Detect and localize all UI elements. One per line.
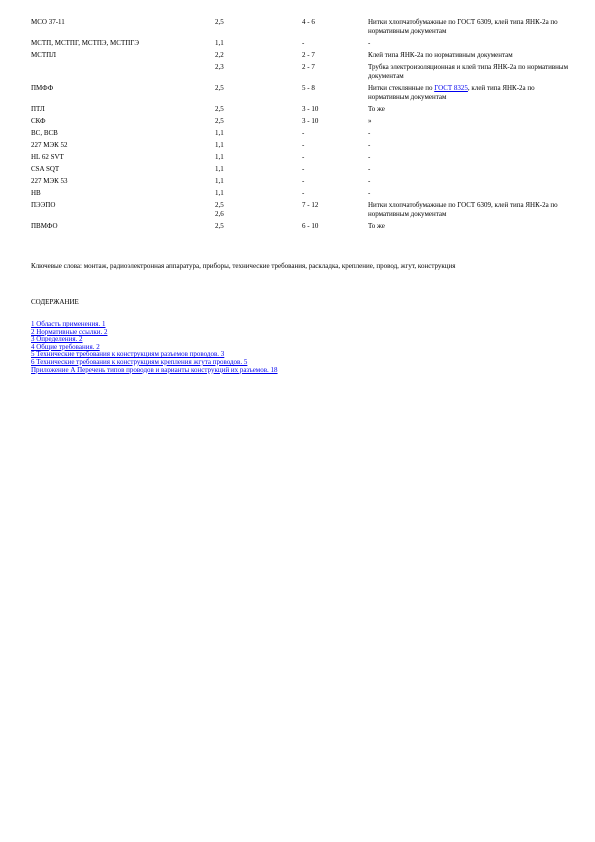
keywords-paragraph: Ключевые слова: монтаж, радиоэлектронная аппаратура, приборы, технические требования, раскладка, крепление, провод, жгут, конструкция	[31, 262, 456, 270]
fastening-material-cell	[368, 165, 571, 177]
wire-specification-table	[31, 18, 571, 234]
section-cell: 2,2	[215, 51, 224, 59]
fastening-material-cell	[368, 153, 571, 165]
fastening-material-cell	[368, 129, 571, 141]
range-cell: -	[302, 141, 305, 149]
fastening-material-cell	[368, 201, 571, 222]
section-cell: 1,1	[215, 39, 224, 47]
range-cell: 2 - 7	[302, 51, 315, 59]
note-text-continued: , клей типа ЯНК-2а по нормативным документам	[368, 84, 535, 101]
note-text: Нитки стеклянные по	[368, 84, 435, 92]
toc-title: СОДЕРЖАНИЕ	[31, 298, 79, 306]
range-cell: 7 - 12	[302, 201, 319, 209]
table-row	[31, 201, 571, 222]
wire-mark-cell: НВ	[31, 189, 41, 197]
fastening-material-cell	[368, 18, 571, 39]
table-row	[31, 129, 571, 141]
wire-mark-cell: 227 МЭК 52	[31, 141, 68, 149]
wire-mark-cell: МСТПЛ	[31, 51, 56, 59]
section-cell: 2,5	[215, 18, 224, 26]
note-text: -	[368, 165, 371, 173]
wire-mark-cell: СКФ	[31, 117, 46, 125]
fastening-material-cell	[368, 141, 571, 153]
note-text: -	[368, 141, 371, 149]
fastening-material-cell	[368, 177, 571, 189]
toc-link-wire-end-requirements[interactable]: 5 Технические требования к конструкциям разъемов проводов. 3	[31, 350, 225, 359]
wire-mark-cell: ПМФФ	[31, 84, 54, 92]
range-cell: -	[302, 165, 305, 173]
wire-mark-cell: CSA SQT	[31, 165, 60, 173]
section-cell: 2,5	[215, 222, 224, 230]
wire-mark-cell: 227 МЭК 53	[31, 177, 68, 185]
section-cell: 1,1	[215, 177, 224, 185]
note-text: Трубка электроизоляционная и клей типа ЯНК-2а по нормативным документам	[368, 63, 569, 80]
table-row	[31, 165, 571, 177]
table-row	[31, 18, 571, 39]
table-row	[31, 141, 571, 153]
table-row	[31, 84, 571, 105]
fastening-material-cell	[368, 51, 571, 63]
fastening-material-cell	[368, 63, 571, 84]
wire-mark-cell	[31, 63, 215, 84]
range-cell: 6 - 10	[302, 222, 319, 230]
note-text: То же	[368, 105, 385, 113]
fastening-material-cell	[368, 39, 571, 51]
toc-link-definitions[interactable]: 3 Определения. 2	[31, 335, 83, 344]
range-cell: 2 - 7	[302, 63, 315, 71]
range-cell: -	[302, 153, 305, 161]
wire-mark-cell: ПВМФО	[31, 222, 58, 230]
note-text: Нитки хлопчатобумажные по ГОСТ 6309, клей типа ЯНК-2а по нормативным документам	[368, 201, 558, 218]
section-cell: 1,1	[215, 153, 224, 161]
range-cell: -	[302, 39, 305, 47]
range-cell: 3 - 10	[302, 105, 319, 113]
table-row	[31, 222, 571, 234]
toc-link-scope[interactable]: 1 Область применения. 1	[31, 320, 106, 328]
section-cell: 1,1	[215, 189, 224, 197]
fastening-material-cell	[368, 117, 571, 129]
table-row	[31, 117, 571, 129]
note-text: -	[368, 129, 371, 137]
note-text: -	[368, 189, 371, 197]
note-text: -	[368, 39, 371, 47]
table-row	[31, 51, 571, 63]
section-cell: 1,1	[215, 129, 224, 137]
gost-link[interactable]: ГОСТ 8325	[434, 84, 468, 92]
range-cell: 5 - 8	[302, 84, 315, 92]
range-cell: 4 - 6	[302, 18, 315, 26]
section-cell: 2,5	[215, 84, 224, 92]
section-cell: 2,5 2,6	[215, 201, 224, 218]
range-cell: -	[302, 189, 305, 197]
table-of-contents	[31, 321, 551, 374]
range-cell: -	[302, 177, 305, 185]
wire-mark-cell: ПТЛ	[31, 105, 45, 113]
note-text: -	[368, 177, 371, 185]
wire-mark-cell: МСТП, МСТПГ, МСТПЭ, МСТПГЭ	[31, 39, 139, 47]
fastening-material-cell	[368, 222, 571, 234]
note-text: »	[368, 117, 372, 125]
note-text: То же	[368, 222, 385, 230]
toc-link-harness-fixing-requirements[interactable]: 6 Технические требования к конструкциям крепления жгута проводов. 5	[31, 357, 248, 366]
section-cell: 2,5	[215, 117, 224, 125]
wire-mark-cell: ПЭЭПО	[31, 201, 56, 209]
note-text: Нитки хлопчатобумажные по ГОСТ 6309, клей типа ЯНК-2а по нормативным документам	[368, 18, 558, 35]
table-row	[31, 177, 571, 189]
table-row	[31, 105, 571, 117]
table-row	[31, 39, 571, 51]
wire-mark-cell: ВС, ВСВ	[31, 129, 58, 137]
note-text: -	[368, 153, 371, 161]
wire-mark-cell: МСО 37-11	[31, 18, 65, 26]
section-cell: 2,5	[215, 105, 224, 113]
fastening-material-cell	[368, 105, 571, 117]
toc-link-references[interactable]: 2 Нормативные ссылки. 2	[31, 327, 108, 336]
wire-mark-cell: HL 62 SVT	[31, 153, 64, 161]
fastening-material-cell	[368, 189, 571, 201]
section-cell: 2,3	[215, 63, 224, 71]
toc-link-appendix-a[interactable]: Приложение А Перечень типов проводов и варианты конструкций их разъемов. 18	[31, 365, 278, 374]
table-row	[31, 63, 571, 84]
range-cell: -	[302, 129, 305, 137]
table-row	[31, 189, 571, 201]
note-text: Клей типа ЯНК-2а по нормативным документам	[368, 51, 513, 59]
fastening-material-cell	[368, 84, 571, 105]
table-row	[31, 153, 571, 165]
section-cell: 1,1	[215, 141, 224, 149]
section-cell: 1,1	[215, 165, 224, 173]
toc-link-general-requirements[interactable]: 4 Общие требования. 2	[31, 342, 100, 351]
range-cell: 3 - 10	[302, 117, 319, 125]
